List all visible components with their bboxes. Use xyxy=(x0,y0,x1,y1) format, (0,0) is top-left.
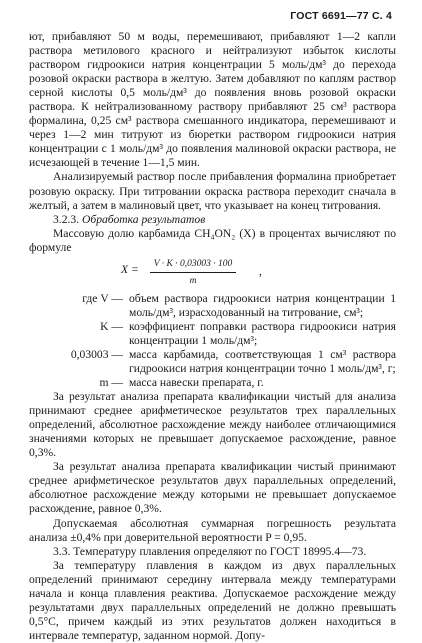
definition-desc: масса навески препарата, г. xyxy=(129,376,264,390)
paragraph-melting-procedure: За температуру плавления в каждом из двух параллельных определений принимают середину интервала между температурами начала и конца плавления реактива. Допускаемое расхождение между результатами двух параллельных определений не должно превышать 0,5°С, причем каждый из этих результатов должен находиться в интервале температур, заданном нормой. Допу- xyxy=(29,558,396,642)
section-number: 3.2.3. xyxy=(53,212,80,226)
paragraph-titration-procedure: ют, прибавляют 50 м воды, перемешивают, прибавляют 1—2 капли раствора метилового красного и нейтрализуют избыток кислоты раствором гидроокиси натрия концентрации 5 моль/дм³ до перехода розовой окраски раствора в желтую. Затем добавляют по каплям раствор серной кислоты 0,5 моль/дм³ до появления вновь розовой окраски раствора. К нейтрализованному раствору прибавляют 25 см³ раствора формалина, 0,25 см³ раствора смешанного индикатора, перемешивают и через 1—2 мин титруют из бюретки раствором гидроокиси натрия концентрации с 1 моль/дм³ до появления малиновой окраски раствора, не исчезающей в течение 1—1,5 мин. xyxy=(29,30,396,170)
section-heading-processing xyxy=(29,213,396,227)
definition-m xyxy=(29,376,396,390)
formula-numerator: V · K · 0,03003 · 100 xyxy=(150,257,236,273)
definition-term: m — xyxy=(99,376,123,390)
definition-k xyxy=(29,320,396,348)
paragraph-error: Допускаемая абсолютная суммарная погрешность результата анализа ±0,4% при доверительной вероятности P = 0,95. xyxy=(29,516,396,544)
page-header: ГОСТ 6691—77 С. 4 xyxy=(290,10,392,22)
formula-lhs: X = xyxy=(121,262,139,276)
formula-fraction xyxy=(143,256,243,288)
formula-comma: , xyxy=(259,264,262,278)
document-body xyxy=(29,30,396,643)
paragraph-melting-point: 3.3. Температуру плавления определяют по ГОСТ 18995.4—73. xyxy=(53,544,367,558)
paragraph-result-pure-analysis: За результат анализа препарата квалификации чистый для анализа принимают среднее арифметическое результатов трех параллельных определений, абсолютное расхождение между наиболее отличающимися значениями которых не превышает допускаемое расхождение, равное 0,3%. xyxy=(29,390,396,460)
definition-desc: масса карбамида, соответствующая 1 см³ раствора гидроокиси натрия концентрации точно 1 моль/дм³, г; xyxy=(129,347,396,375)
formula-block xyxy=(29,256,396,290)
definition-v xyxy=(29,292,396,320)
definition-term: 0,03003 — xyxy=(70,347,123,361)
definition-desc: коэффициент поправки раствора гидроокиси натрия концентрации 1 моль/дм³; xyxy=(129,319,396,347)
definition-constant xyxy=(29,348,396,376)
formula-denominator: m xyxy=(189,275,197,286)
paragraph-color-change: Анализируемый раствор после прибавления формалина приобретает розовую окраску. При титровании окраска раствора переходит сначала в желтый, а затем в малиновый цвет, что указывает на конец титрования. xyxy=(29,170,396,212)
definition-term: где V — xyxy=(82,291,123,305)
section-title: Обработка результатов xyxy=(82,212,206,226)
definition-term: K — xyxy=(100,319,123,333)
definition-desc: объем раствора гидроокиси натрия концентрации 1 моль/дм³, израсходованный на титрование, см³; xyxy=(129,291,396,319)
paragraph-formula-intro: Массовую долю карбамида CH₄ON₂ (X) в процентах вычисляют по формуле xyxy=(29,226,396,254)
paragraph-result-pure: За результат анализа препарата квалификации чистый принимают среднее арифметическое результатов двух параллельных определений, абсолютное расхождение между которыми не превышает допускаемое расхождение, равное 0,3%. xyxy=(29,460,396,516)
